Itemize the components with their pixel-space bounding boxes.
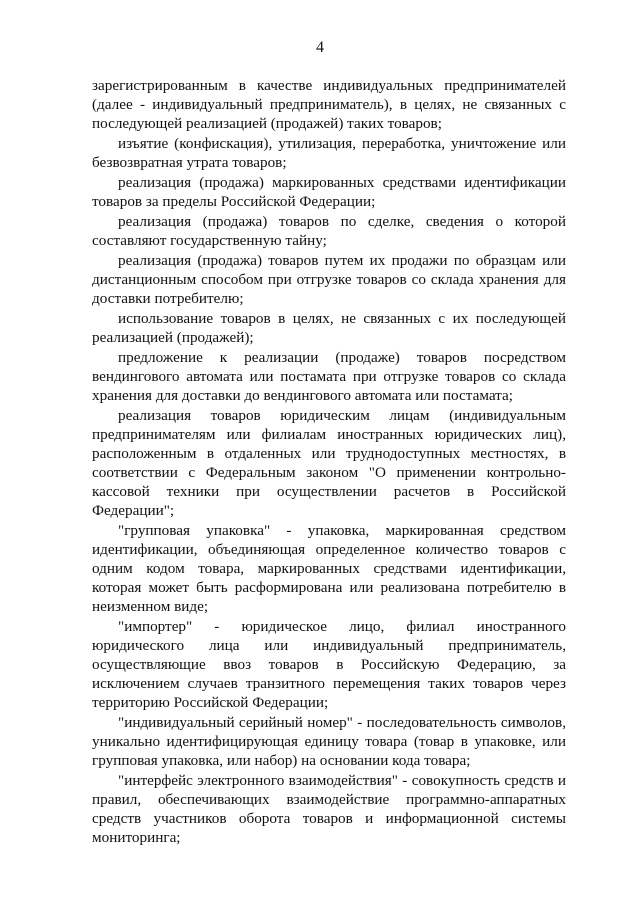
paragraph-export-sale: реализация (продажа) маркированных средствами идентификации товаров за пределы Российской Федерации; bbox=[92, 174, 566, 210]
page-number: 4 bbox=[316, 39, 324, 56]
paragraph-remote-area-sale: реализация товаров юридическим лицам (индивидуальным предпринимателям или филиалам иностранных юридических лиц), расположенным в отдаленных или труднодоступных местностях, в соответствии с Федеральным законом "О применении контрольно-кассовой техники при осуществлении расчетов в Российской Федерации"; bbox=[92, 407, 566, 519]
definition-serial-number: "индивидуальный серийный номер" - последовательность символов, уникально идентифицирующая единицу товара (товар в упаковке, или групповая упаковка, или набор) на основании кода товара; bbox=[92, 714, 566, 769]
document-body bbox=[92, 76, 566, 848]
definition-interface: "интерфейс электронного взаимодействия" - совокупность средств и правил, обеспечивающих взаимодействие программно-аппаратных средств участников оборота товаров и информационной системы мониторинга; bbox=[92, 772, 566, 846]
definition-group-package: "групповая упаковка" - упаковка, маркированная средством идентификации, объединяющая определенное количество товаров с одним кодом товара, маркированных средствами идентификации, которая может быть расформирована или реализована потребителю в неизменном виде; bbox=[92, 522, 566, 615]
definition-importer: "импортер" - юридическое лицо, филиал иностранного юридического лица или индивидуальный предприниматель, осуществляющие ввоз товаров в Российскую Федерацию, за исключением случаев транзитного перемещения таких товаров через территорию Российской Федерации; bbox=[92, 618, 566, 711]
paragraph-confiscation: изъятие (конфискация), утилизация, переработка, уничтожение или безвозвратная утрата товаров; bbox=[92, 135, 566, 171]
paragraph-vending-sale: предложение к реализации (продаже) товаров посредством вендингового автомата или постамата при отгрузке товаров со склада хранения для доставки до вендингового автомата или постамата; bbox=[92, 349, 566, 404]
paragraph-remote-sale: реализация (продажа) товаров путем их продажи по образцам или дистанционным способом при отгрузке товаров со склада хранения для доставки потребителю; bbox=[92, 252, 566, 307]
paragraph-non-sale-use: использование товаров в целях, не связанных с их последующей реализацией (продажей); bbox=[92, 310, 566, 346]
paragraph-state-secret-sale: реализация (продажа) товаров по сделке, сведения о которой составляют государственную тайну; bbox=[92, 213, 566, 249]
paragraph-continuation: зарегистрированным в качестве индивидуальных предпринимателей (далее - индивидуальный предприниматель), в целях, не связанных с последующей реализацией (продажей) таких товаров; bbox=[92, 77, 566, 132]
